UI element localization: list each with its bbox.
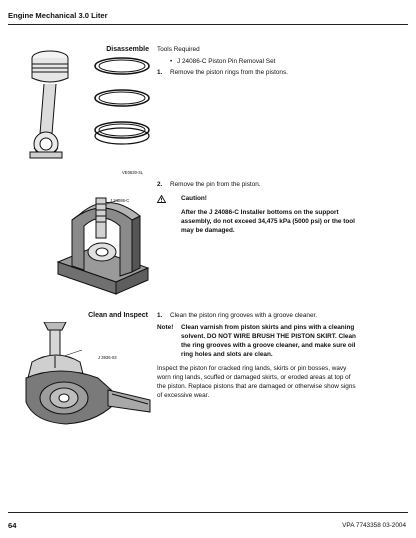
tool-callout-label: J 3936-03	[98, 355, 117, 360]
groove-cleaner-figure	[20, 322, 152, 426]
step-number: 1.	[157, 312, 163, 319]
piston-rings-figure	[22, 44, 152, 172]
note-text: ring holes and slots are clean.	[181, 351, 273, 358]
tool-bullet: •	[170, 58, 173, 65]
step-text: Clean the piston ring grooves with a groove cleaner.	[170, 312, 318, 319]
note-text: Clean varnish from piston skirts and pins with a cleaning	[181, 324, 355, 331]
step-number: 2.	[157, 181, 163, 188]
note-label: Note!	[157, 324, 174, 331]
inspect-text: the piston. Replace pistons that are damaged or otherwise show signs	[157, 383, 356, 390]
note-text: the ring grooves with a groove cleaner, and make sure oil	[181, 342, 356, 349]
pin-removal-tool-figure	[52, 190, 152, 300]
section-title-clean-inspect: Clean and Inspect	[88, 312, 148, 319]
inspect-text: worn ring lands, scuffed or damaged skirts, or eroded areas at top of	[157, 374, 351, 381]
page-header-title: Engine Mechanical 3.0 Liter	[8, 11, 108, 20]
page-number: 64	[8, 521, 17, 530]
tool-callout-label: J 24086-C	[110, 198, 130, 203]
caution-warning-icon	[157, 195, 166, 203]
step-text: Remove the pin from the piston.	[170, 181, 261, 188]
caution-text: After the J 24086-C Installer bottoms on the support	[181, 209, 339, 216]
tool-item: J 24086-C Piston Pin Removal Set	[177, 58, 276, 65]
inspect-text: of excessive wear.	[157, 392, 210, 399]
step-text: Remove the piston rings from the pistons.	[170, 69, 288, 76]
footer-rule	[8, 512, 408, 513]
document-id: VPA 7743358 03-2004	[342, 522, 406, 529]
caution-label: Caution!	[181, 195, 207, 202]
note-text: solvent. DO NOT WIRE BRUSH THE PISTON SKIRT. Clean	[181, 333, 356, 340]
header-rule	[8, 24, 408, 25]
inspect-text: Inspect the piston for cracked ring lands, skirts or pin bosses, wavy	[157, 365, 347, 372]
caution-text: assembly, do not exceed 34,475 kPa (5000 psi) or the tool	[181, 218, 355, 225]
figure-code: VE0630-3L	[122, 170, 143, 175]
step-number: 1.	[157, 69, 163, 76]
caution-text: may be damaged.	[181, 227, 235, 234]
section-title-disassemble: Disassemble	[106, 46, 149, 53]
tools-required-label: Tools Required	[157, 46, 200, 53]
